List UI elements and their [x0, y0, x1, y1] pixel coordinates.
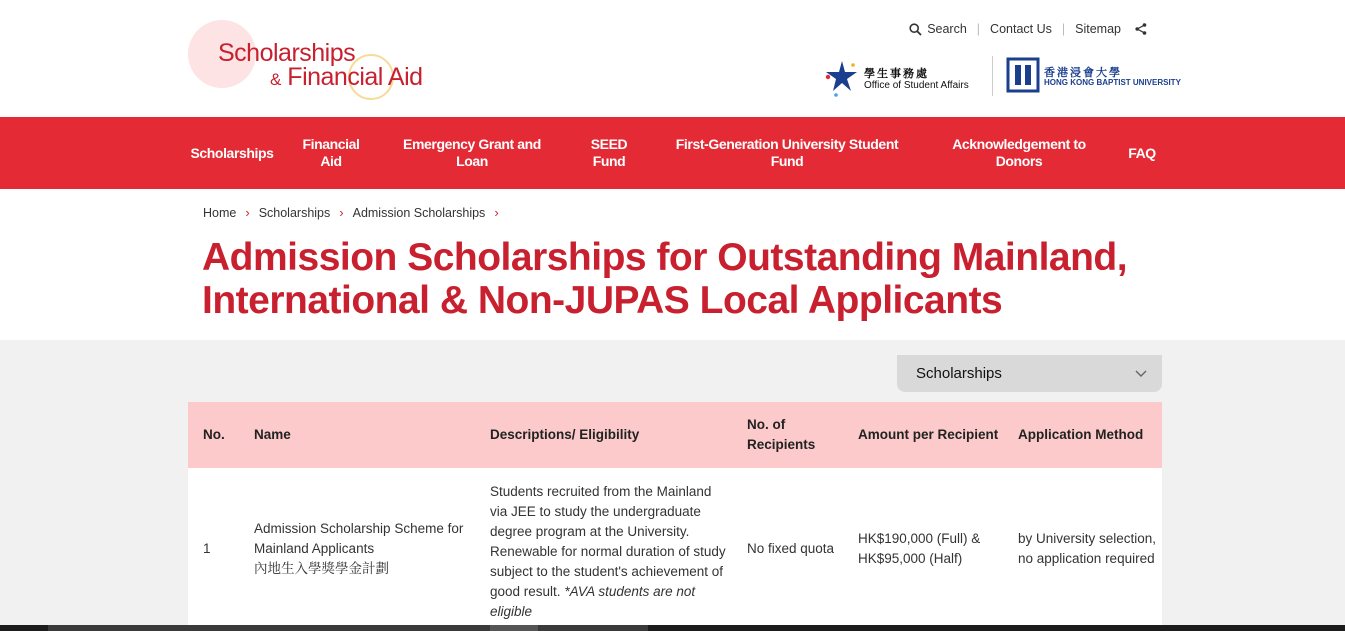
- horizontal-scrollbar[interactable]: [0, 625, 1345, 631]
- table-header-row: [188, 402, 1162, 468]
- main-navigation: [0, 117, 1345, 189]
- breadcrumb-scholarships[interactable]: Scholarships: [258, 205, 331, 220]
- description-text: Students recruited from the Mainland via JEE to study the undergraduate degree program at the University. Renewable for normal duration of study subject to the student's achievement of good result.: [490, 484, 726, 599]
- cell-name: [254, 468, 474, 630]
- utility-links: [909, 22, 1147, 36]
- logo-divider: [992, 56, 993, 96]
- nav-item-seed-fund[interactable]: SEED Fund: [590, 136, 628, 169]
- sitemap-link[interactable]: [1075, 22, 1121, 36]
- nav-item-acknowledgement[interactable]: Acknowledgement to Donors: [952, 136, 1086, 169]
- site-logo[interactable]: [188, 20, 428, 100]
- hkbu-logo[interactable]: [1006, 57, 1181, 95]
- column-header-description: Descriptions/ Eligibility: [490, 427, 640, 442]
- cell-application-method: by University selection, no application required: [1018, 531, 1157, 566]
- sitemap-label: Sitemap: [1075, 22, 1121, 36]
- cell-recipients: No fixed quota: [747, 541, 835, 556]
- category-select[interactable]: [897, 355, 1162, 392]
- hkbu-chinese-name: 香港浸會大學: [1044, 67, 1122, 79]
- column-header-recipients: No. of Recipients: [747, 417, 816, 452]
- office-of-student-affairs-logo[interactable]: [822, 55, 987, 99]
- nav-item-faq[interactable]: FAQ: [1128, 144, 1156, 161]
- link-separator: |: [976, 22, 981, 36]
- nav-item-emergency-grant[interactable]: Emergency Grant and Loan: [403, 136, 541, 169]
- logo-text-financial-aid: Financial Aid: [287, 63, 423, 91]
- description-note: *AVA students are not eligible: [490, 584, 696, 619]
- logo-text-line1: Scholarships: [218, 39, 356, 67]
- chevron-right-icon: ›: [339, 205, 344, 220]
- contact-us-link[interactable]: [990, 22, 1052, 36]
- cell-description: [490, 468, 730, 630]
- osa-english-name: Office of Student Affairs: [864, 80, 969, 91]
- chevron-right-icon: ›: [494, 205, 499, 220]
- breadcrumb-home[interactable]: Home: [203, 205, 237, 220]
- column-header-application-method: Application Method: [1018, 427, 1144, 442]
- hkbu-english-name: HONG KONG BAPTIST UNIVERSITY: [1044, 78, 1181, 87]
- hkbu-crest-icon: [1006, 57, 1040, 93]
- link-separator: |: [1061, 22, 1066, 36]
- table-row: [188, 468, 1162, 630]
- search-link-label: Search: [927, 22, 967, 36]
- page-title: Admission Scholarships for Outstanding Mainland, International & Non-JUPAS Local Applicants: [202, 236, 1128, 322]
- scrollbar-thumb[interactable]: [490, 625, 538, 631]
- breadcrumb-admission-scholarships[interactable]: Admission Scholarships: [352, 205, 486, 220]
- osa-star-icon: [822, 57, 860, 99]
- breadcrumb: [203, 205, 508, 220]
- chevron-right-icon: ›: [245, 205, 250, 220]
- column-header-name: Name: [254, 427, 291, 442]
- scholarships-table: [188, 402, 1162, 630]
- share-icon: [1135, 23, 1147, 35]
- cell-no: 1: [203, 541, 211, 556]
- chevron-down-icon: [1134, 366, 1148, 380]
- column-header-amount: Amount per Recipient: [858, 427, 999, 442]
- share-button[interactable]: [1135, 23, 1147, 35]
- osa-chinese-name: 學生事務處: [864, 68, 929, 80]
- scholarship-name-cn: 內地生入學獎學金計劃: [254, 561, 389, 576]
- logo-ampersand: &: [270, 70, 281, 89]
- site-header: [0, 0, 1345, 117]
- search-icon: [909, 23, 922, 36]
- search-link[interactable]: [909, 22, 967, 36]
- contact-us-label: Contact Us: [990, 22, 1052, 36]
- scholarship-name-en: Admission Scholarship Scheme for Mainland Applicants: [254, 521, 464, 556]
- nav-item-scholarships[interactable]: Scholarships: [190, 144, 274, 161]
- nav-item-financial-aid[interactable]: Financial Aid: [302, 136, 360, 169]
- category-select-value: Scholarships: [916, 365, 1002, 382]
- logo-text-line2: [270, 63, 423, 92]
- cell-amount: HK$190,000 (Full) & HK$95,000 (Half): [858, 531, 981, 566]
- scrollbar-track-segment: [48, 625, 648, 631]
- column-header-no: No.: [203, 427, 225, 442]
- nav-item-first-generation[interactable]: First-Generation University Student Fund: [675, 136, 899, 169]
